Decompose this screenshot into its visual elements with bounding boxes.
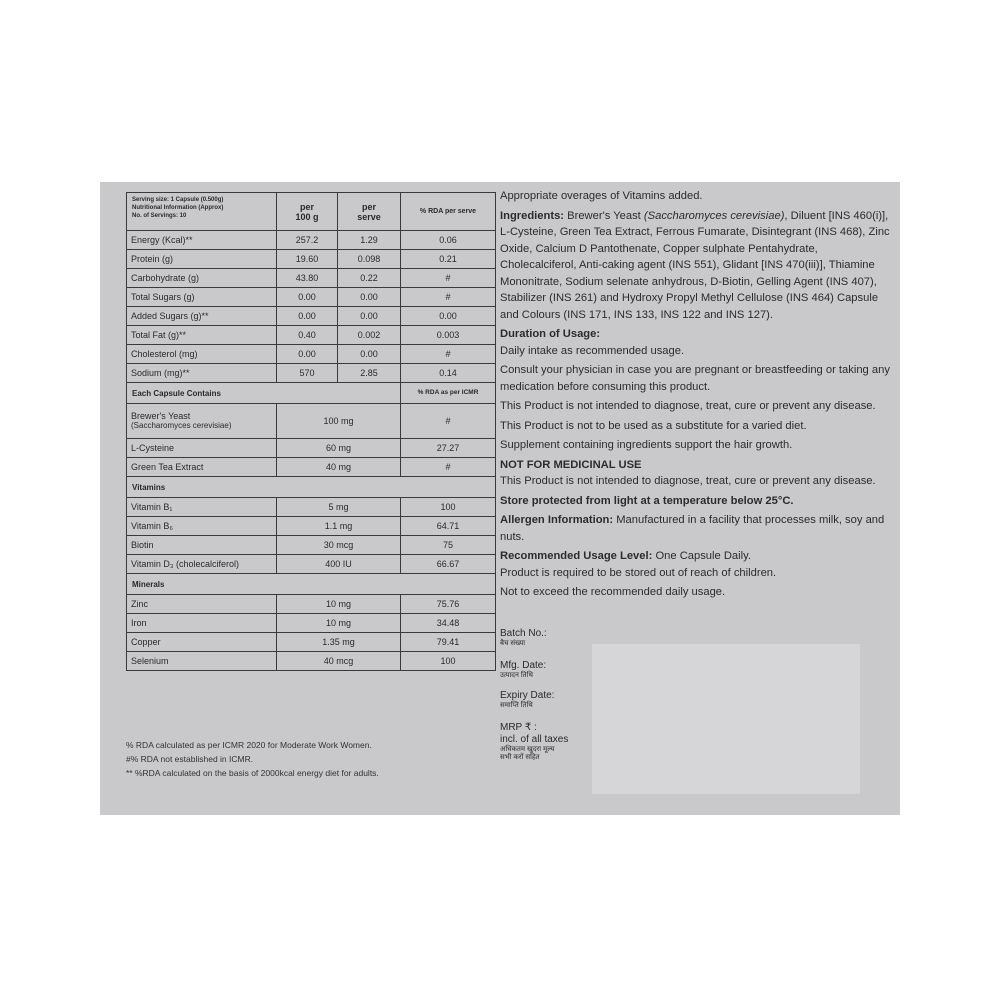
vitamin-row-amount: 5 mg: [277, 498, 401, 517]
nutrient-row: [127, 326, 496, 345]
ingredients-text-rest: , Diluent [INS 460(i)], L-Cysteine, Green Tea Extract, Ferrous Fumarate, Disintegrant (INS 468), Zinc Oxide, Calcium D Pantothenate, Copper sulphate Pentahydrate, Cholecalciferol, Anti-caking agent (INS 551), Glidant [INS 470(iii)], Thiamine Mononitrate, Sodium selenate anhydrous, D-Biotin, Gelling Agent (INS 407), Stabilizer (INS 261) and Hydroxy Propyl Methyl Cellulose (INS 464) Capsule and Colours (INS 171, INS 133, INS 122 and INS 127).: [500, 209, 890, 321]
mineral-row-label: Iron: [131, 618, 147, 628]
nutrition-footnotes: [126, 738, 379, 780]
per-serve-value: 0.22: [338, 269, 401, 288]
batch-print-area: [592, 644, 860, 794]
vitamin-row-label: Vitamin B₁: [131, 502, 173, 512]
vitamin-row-name: [127, 498, 277, 517]
mineral-rows: [127, 595, 496, 671]
vitamin-row-rda: 66.67: [401, 555, 496, 574]
capsule-contains-header: [127, 383, 496, 404]
vitamin-row-label: Vitamin D₃ (cholecalciferol): [131, 559, 240, 569]
batch-label: Batch No.:: [500, 628, 547, 639]
vitamin-row-name: [127, 555, 277, 574]
not-medicinal-heading: NOT FOR MEDICINAL USE: [500, 458, 642, 471]
vitamin-row: [127, 536, 496, 555]
capsule-row: [127, 458, 496, 477]
mineral-row-rda: 75.76: [401, 595, 496, 614]
capsule-rows: [127, 404, 496, 477]
nutrient-name: Carbohydrate (g): [127, 269, 277, 288]
nutrient-row: [127, 345, 496, 364]
supplement-note: Supplement containing ingredients support the hair growth.: [500, 439, 793, 451]
nutrient-name: Energy (Kcal)**: [127, 231, 277, 250]
rda-value: 0.14: [401, 364, 496, 383]
capsule-row-rda: 27.27: [401, 439, 496, 458]
rda-value: 0.003: [401, 326, 496, 345]
nutrition-header-row: [127, 193, 496, 231]
capsule-row-label: Brewer's Yeast: [131, 411, 191, 421]
nutrient-row: [127, 269, 496, 288]
mrp-incl-taxes: incl. of all taxes: [500, 734, 569, 745]
per-100g-value: 19.60: [277, 250, 338, 269]
vitamin-row-amount: 30 mcg: [277, 536, 401, 555]
per-100g-value: 257.2: [277, 231, 338, 250]
capsule-row-sublabel: (Saccharomyces cerevisiae): [131, 421, 232, 430]
minerals-title: Minerals: [127, 574, 496, 595]
rda-value: 0.00: [401, 307, 496, 326]
ingredients-italic: (Saccharomyces cerevisiae): [643, 209, 785, 222]
vitamin-row-name: [127, 536, 277, 555]
allergen-label: Allergen Information:: [500, 514, 614, 526]
rda-value: #: [401, 345, 496, 364]
ingredients-label: Ingredients:: [500, 209, 565, 222]
mineral-row-amount: 10 mg: [277, 595, 401, 614]
mineral-row-name: [127, 595, 277, 614]
per-100g-header-line2: 100 g: [295, 211, 319, 222]
serving-size: Serving size: 1 Capsule (0.500g): [132, 197, 224, 203]
mineral-row-name: [127, 652, 277, 671]
mrp-hindi-1: अधिकतम खुदरा मूल्य: [500, 746, 555, 753]
mineral-row: [127, 652, 496, 671]
per-serve-value: 0.002: [338, 326, 401, 345]
per-serve-header: [338, 193, 401, 231]
vitamin-row-amount: 400 IU: [277, 555, 401, 574]
rda-value: 0.21: [401, 250, 496, 269]
product-label-panel: [100, 182, 900, 815]
expiry-label-hindi: समाप्ति तिथि: [500, 702, 533, 709]
per-100g-value: 570: [277, 364, 338, 383]
duration: [500, 326, 895, 343]
per-serve-value: 0.098: [338, 250, 401, 269]
capsule-row-label: L-Cysteine: [131, 443, 175, 453]
vitamin-row-rda: 100: [401, 498, 496, 517]
consult-physician-note: Consult your physician in case you are pregnant or breastfeeding or taking any medication before consuming this product.: [500, 364, 890, 393]
mfg-block: [500, 660, 568, 690]
capsule-row-name: [127, 458, 277, 477]
per-100g-header-line1: per: [299, 201, 314, 212]
vitamin-row-rda: 64.71: [401, 517, 496, 536]
servings-count: No. of Servings: 10: [132, 213, 187, 219]
capsule-row-amount: 60 mg: [277, 439, 401, 458]
per-serve-value: 0.00: [338, 288, 401, 307]
mineral-row-rda: 79.41: [401, 633, 496, 652]
per-100g-value: 0.40: [277, 326, 338, 345]
nutrient-name: Added Sugars (g)**: [127, 307, 277, 326]
vitamin-row-amount: 1.1 mg: [277, 517, 401, 536]
mineral-row: [127, 595, 496, 614]
allergen-info: [500, 512, 895, 545]
pack-details: [500, 628, 568, 762]
expiry-block: [500, 690, 568, 722]
not-intended-note: This Product is not intended to diagnose, treat, cure or prevent any disease.: [500, 400, 876, 412]
per-100g-header: [277, 193, 338, 231]
not-substitute-note: This Product is not to be used as a substitute for a varied diet.: [500, 419, 807, 432]
rda-value: #: [401, 269, 496, 288]
mineral-row: [127, 633, 496, 652]
per-serve-header-line2: serve: [357, 211, 381, 222]
nutrient-row: [127, 364, 496, 383]
mineral-row-rda: 34.48: [401, 614, 496, 633]
mineral-row-name: [127, 633, 277, 652]
vitamin-row-rda: 75: [401, 536, 496, 555]
ingredients-text-start: Brewer's Yeast: [567, 209, 641, 222]
mrp-hindi-2: सभी करों सहित: [500, 754, 540, 761]
batch-block: [500, 628, 568, 660]
not-intended-note-2: This Product is not intended to diagnose, treat, cure or prevent any disease.: [500, 475, 876, 487]
storage-note: Store protected from light at a temperature below 25°C.: [500, 494, 794, 507]
rda-value: #: [401, 288, 496, 307]
duration-text: Daily intake as recommended usage.: [500, 344, 685, 357]
capsule-contains-title: Each Capsule Contains: [127, 383, 401, 404]
capsule-row: [127, 439, 496, 458]
nutrient-row: [127, 288, 496, 307]
nutrient-name: Total Fat (g)**: [127, 326, 277, 345]
mineral-row-label: Copper: [131, 637, 161, 647]
mrp-label: MRP ₹ :: [500, 722, 537, 733]
footnote-rda: % RDA calculated as per ICMR 2020 for Moderate Work Women.: [126, 740, 372, 750]
mineral-row: [127, 614, 496, 633]
vitamin-row: [127, 555, 496, 574]
nutrient-name: Cholesterol (mg): [127, 345, 277, 364]
nutrient-name: Total Sugars (g): [127, 288, 277, 307]
mineral-row-rda: 100: [401, 652, 496, 671]
mrp-block: [500, 722, 568, 762]
per-serve-value: 2.85: [338, 364, 401, 383]
mfg-label: Mfg. Date:: [500, 660, 547, 671]
nutrient-rows: [127, 231, 496, 383]
vitamins-title: Vitamins: [127, 477, 496, 498]
per-100g-value: 0.00: [277, 307, 338, 326]
nutrition-table: [126, 192, 496, 671]
footnote-not-established: #% RDA not established in ICMR.: [126, 754, 254, 764]
vitamin-row: [127, 498, 496, 517]
capsule-row-amount: 100 mg: [277, 404, 401, 439]
vitamin-row-name: [127, 517, 277, 536]
nutritional-info-label: Nutritional Information (Approx): [132, 205, 224, 211]
overages-note: Appropriate overages of Vitamins added.: [500, 190, 703, 202]
mineral-row-amount: 40 mcg: [277, 652, 401, 671]
vitamin-row: [127, 517, 496, 536]
children-note: Product is required to be stored out of reach of children.: [500, 566, 777, 579]
per-100g-value: 0.00: [277, 288, 338, 307]
per-100g-value: 0.00: [277, 345, 338, 364]
per-100g-value: 43.80: [277, 269, 338, 288]
label-text-column: [500, 188, 895, 604]
capsule-row-label: Green Tea Extract: [131, 462, 204, 472]
per-serve-value: 0.00: [338, 345, 401, 364]
capsule-row-amount: 40 mg: [277, 458, 401, 477]
per-serve-header-line1: per: [361, 201, 376, 212]
usage-text: One Capsule Daily.: [655, 550, 751, 562]
mfg-label-hindi: उत्पादन तिथि: [500, 672, 533, 679]
nutrient-row: [127, 231, 496, 250]
nutrient-row: [127, 307, 496, 326]
vitamin-rows: [127, 498, 496, 574]
capsule-row-rda: #: [401, 404, 496, 439]
capsule-rda-header: % RDA as per ICMR: [401, 383, 496, 404]
capsule-row: [127, 404, 496, 439]
not-exceed-note: Not to exceed the recommended daily usage.: [500, 586, 726, 598]
nutrient-name: Sodium (mg)**: [127, 364, 277, 383]
duration-label: Duration of Usage:: [500, 328, 601, 340]
ingredients: [500, 208, 895, 324]
nutrient-name: Protein (g): [127, 250, 277, 269]
allergen-text: Manufactured in a facility that processes milk, soy and nuts.: [500, 514, 885, 543]
usage-label: Recommended Usage Level:: [500, 550, 653, 562]
mineral-row-label: Selenium: [131, 656, 169, 666]
mineral-row-amount: 10 mg: [277, 614, 401, 633]
mineral-row-name: [127, 614, 277, 633]
vitamins-header: [127, 477, 496, 498]
per-serve-value: 1.29: [338, 231, 401, 250]
nutrient-row: [127, 250, 496, 269]
rda-value: 0.06: [401, 231, 496, 250]
usage-level: [500, 548, 895, 565]
per-serve-value: 0.00: [338, 307, 401, 326]
vitamin-row-label: Biotin: [131, 540, 154, 550]
vitamin-row-label: Vitamin B₆: [131, 521, 173, 531]
capsule-row-name: [127, 439, 277, 458]
serving-info: [127, 193, 277, 231]
mineral-row-label: Zinc: [131, 599, 149, 609]
capsule-row-name: [127, 404, 277, 439]
mineral-row-amount: 1.35 mg: [277, 633, 401, 652]
minerals-header: [127, 574, 496, 595]
capsule-row-rda: #: [401, 458, 496, 477]
expiry-label: Expiry Date:: [500, 690, 555, 701]
rda-header: % RDA per serve: [401, 193, 496, 231]
batch-label-hindi: बैच संख्या: [500, 640, 526, 647]
footnote-energy: ** %RDA calculated on the basis of 2000kcal energy diet for adults.: [126, 768, 379, 778]
